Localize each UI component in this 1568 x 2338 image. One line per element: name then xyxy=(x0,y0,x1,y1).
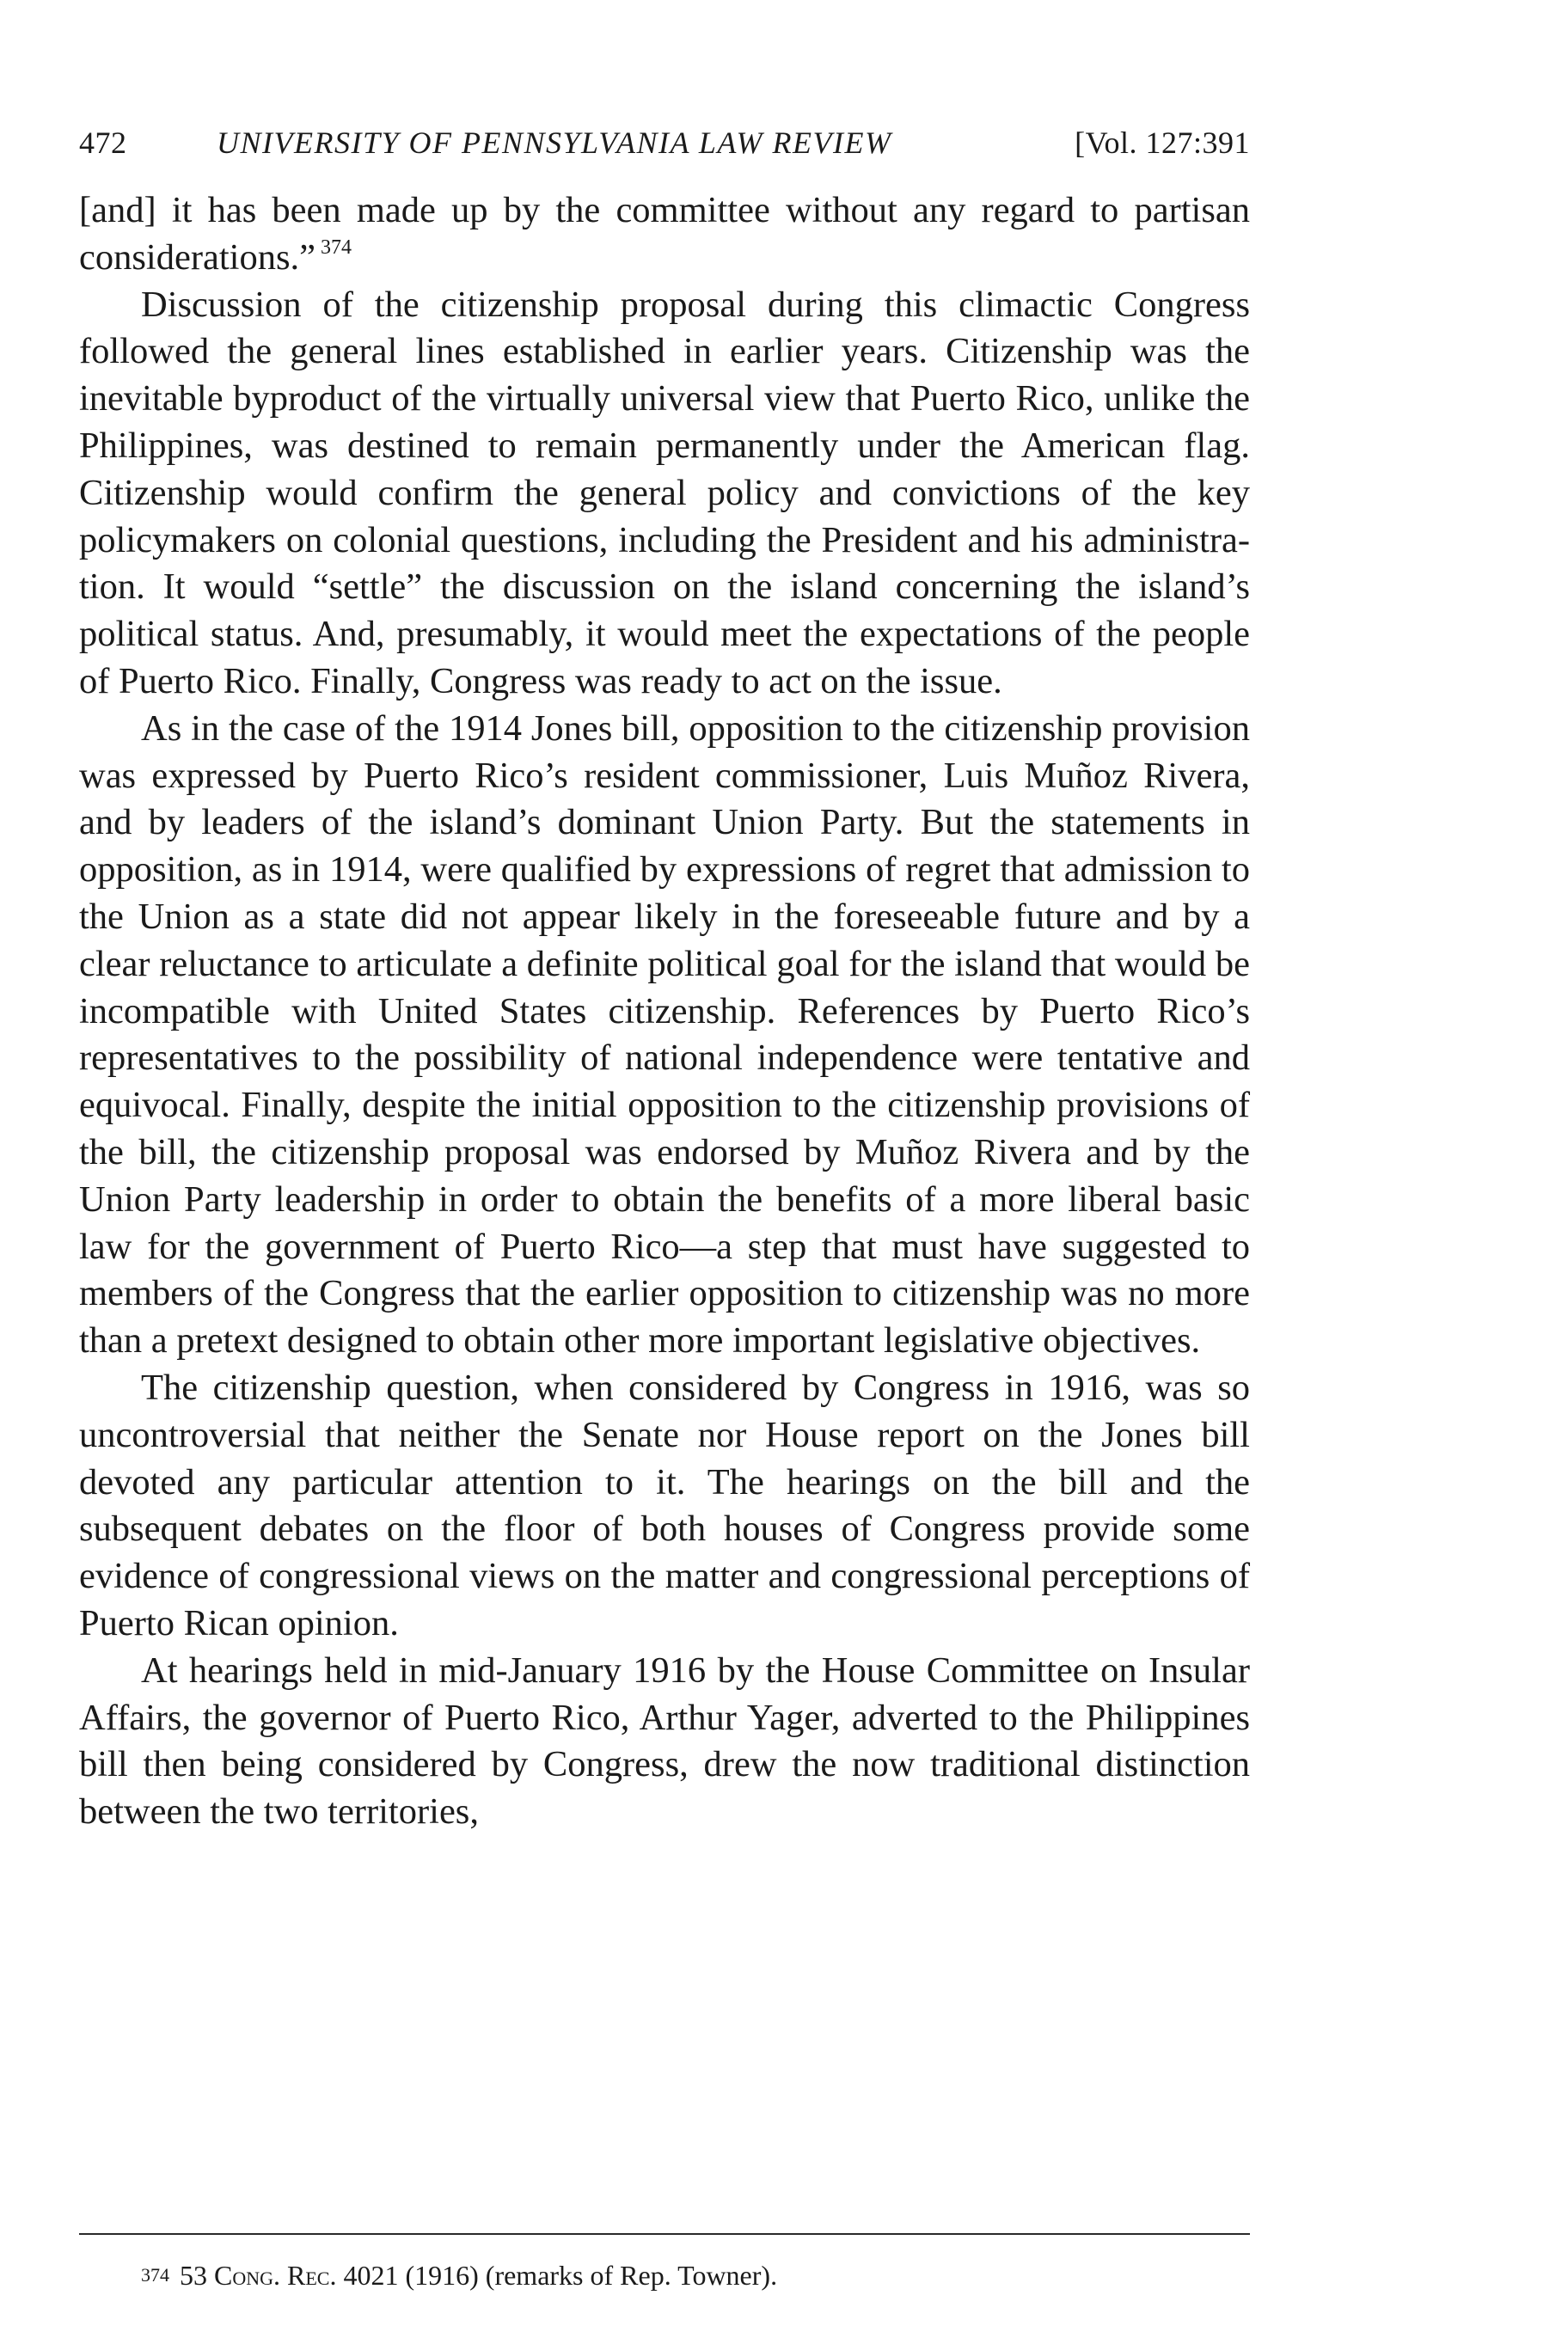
footnote-reference: 374 xyxy=(320,236,352,259)
footnote-divider xyxy=(79,2233,1250,2235)
footnote-source: Cong. Rec. xyxy=(214,2260,337,2291)
paragraph-continued xyxy=(79,187,1250,282)
paragraph: At hearings held in mid-January 1916 by the House Committee on Insular Affairs, the governor of Puerto Rico, Arthur Yager, adverted to the Philippines bill then being considered by Congress, drew the now traditional distinction between the two territories, xyxy=(79,1649,1250,1833)
paragraph: Discussion of the citizenship proposal during this climactic Congress followed the general lines established in earlier years. Citizenship was the inevitable byproduct of the virtually universal view that Puerto Rico, unlike the Philippines, was destined to remain permanently under the American flag. Citizenship would confirm the general policy and convictions of the key policymakers on colonial questions, including the President and his administration. It would “settle” the discussion on the island concerning the island’s political status. And, presumably, it would meet the expectations of the people of Puerto Rico. Finally, Congress was ready to act on the issue. xyxy=(79,284,1250,701)
paragraph-text: [and] it has been made up by the committee without any regard to partisan considerations.” xyxy=(79,190,1250,278)
paragraph: The citizenship question, when considered by Congress in 1916, was so uncontroversial that neither the Senate nor House report on the Jones bill devoted any particular attention to it. The hearings on the bill and the subsequent debates on the floor of both houses of Congress provide some evidence of congressional views on the matter and congressional perceptions of Puerto Rican opinion. xyxy=(79,1367,1250,1643)
body-text xyxy=(79,187,1250,1836)
footnote-374 xyxy=(79,2256,1250,2294)
journal-title: UNIVERSITY OF PENNSYLVANIA LAW REVIEW xyxy=(217,125,892,160)
footnote-volume: 53 xyxy=(180,2260,207,2291)
footnote-number: 374 xyxy=(141,2264,169,2286)
paragraph: As in the case of the 1914 Jones bill, opposition to the citizenship provision was expressed by Puerto Rico’s resident commissioner, Luis Muñoz Rivera, and by leaders of the island’s dominant Union Party. But the statements in opposition, as in 1914, were qualified by expressions of regret that admission to the Union as a state did not appear likely in the foreseeable future and by a clear reluctance to articulate a definite political goal for the island that would be incompatible with United States citizenship. References by Puerto Rico’s representatives to the possibility of national independence were tentative and equivocal. Finally, despite the initial opposition to the citizenship provisions of the bill, the citizenship proposal was endorsed by Muñoz Rivera and by the Union Party leadership in order to obtain the benefits of a more liberal basic law for the government of Puerto Rico—a step that must have suggested to members of the Congress that the earlier opposition to citizenship was no more than a pretext designed to obtain other more important legislative objectives. xyxy=(79,707,1250,1362)
document-page xyxy=(79,120,1250,2291)
footnote-citation: 4021 (1916) (remarks of Rep. Towner). xyxy=(343,2260,778,2291)
volume-citation: [Vol. 127:391 xyxy=(1075,125,1250,160)
footnotes-section xyxy=(79,2256,1250,2294)
running-header xyxy=(79,120,1250,165)
page-number: 472 xyxy=(79,125,127,160)
